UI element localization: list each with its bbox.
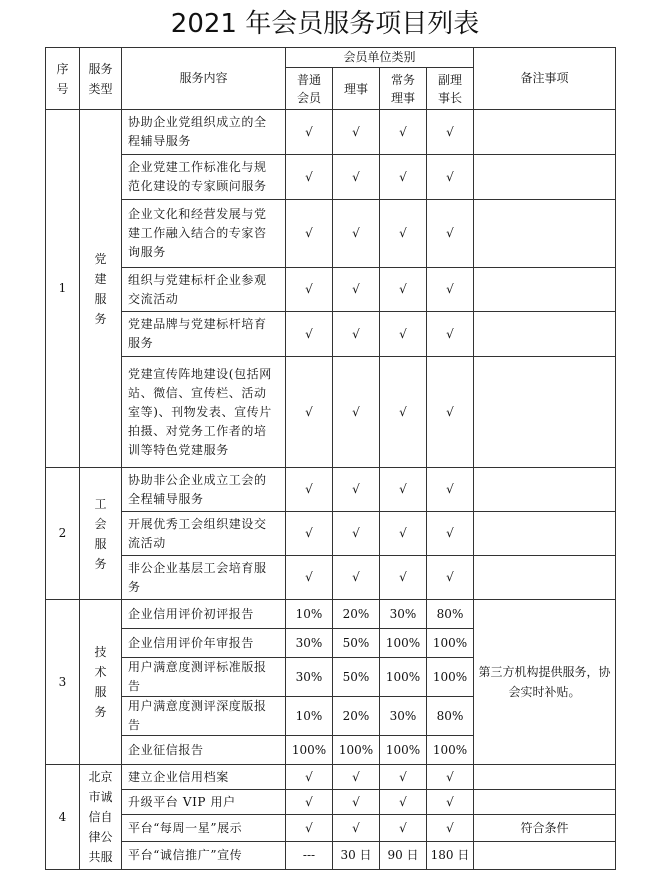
content-cell: 用户满意度测评标准版报告 — [122, 658, 286, 697]
value-cell: 80% — [427, 697, 474, 736]
value-cell: √ — [333, 790, 380, 815]
content-cell: 党建品牌与党建标杆培育服务 — [122, 312, 286, 357]
header-member-group: 会员单位类别 — [286, 48, 474, 68]
value-cell: √ — [427, 556, 474, 600]
value-cell: √ — [286, 268, 333, 312]
value-cell: √ — [380, 790, 427, 815]
value-cell: √ — [380, 815, 427, 842]
content-cell: 平台“每周一星”展示 — [122, 815, 286, 842]
value-cell: √ — [427, 312, 474, 357]
value-cell: 100% — [380, 629, 427, 658]
value-cell: √ — [333, 110, 380, 155]
value-cell: 100% — [427, 658, 474, 697]
value-cell: √ — [427, 357, 474, 468]
remark-cell — [474, 790, 616, 815]
value-cell: 180 日 — [427, 842, 474, 870]
value-cell: √ — [333, 556, 380, 600]
remark-cell — [474, 110, 616, 155]
value-cell: √ — [427, 155, 474, 200]
value-cell: √ — [286, 110, 333, 155]
value-cell: √ — [333, 155, 380, 200]
value-cell: √ — [380, 155, 427, 200]
content-cell: 企业党建工作标准化与规范化建设的专家顾问服务 — [122, 155, 286, 200]
content-cell: 企业文化和经营发展与党建工作融入结合的专家咨询服务 — [122, 200, 286, 268]
value-cell: √ — [286, 312, 333, 357]
remark-cell — [474, 842, 616, 870]
value-cell: 30% — [286, 658, 333, 697]
value-cell: 20% — [333, 600, 380, 629]
value-cell: √ — [286, 815, 333, 842]
value-cell: √ — [380, 556, 427, 600]
value-cell: 50% — [333, 629, 380, 658]
header-director: 理事 — [333, 68, 380, 110]
value-cell: √ — [333, 815, 380, 842]
service-type-cell: 技术服务 — [80, 600, 122, 765]
value-cell: √ — [333, 200, 380, 268]
value-cell: 100% — [427, 736, 474, 765]
value-cell: √ — [380, 200, 427, 268]
seq-cell: 4 — [46, 765, 80, 870]
value-cell: √ — [286, 200, 333, 268]
remark-cell — [474, 556, 616, 600]
header-standing: 常务理事 — [380, 68, 427, 110]
remark-cell — [474, 312, 616, 357]
content-cell: 开展优秀工会组织建设交流活动 — [122, 512, 286, 556]
value-cell: √ — [380, 468, 427, 512]
remark-cell — [474, 268, 616, 312]
value-cell: √ — [380, 110, 427, 155]
header-remarks: 备注事项 — [474, 48, 616, 110]
value-cell: 30 日 — [333, 842, 380, 870]
value-cell: √ — [333, 765, 380, 790]
value-cell: √ — [427, 512, 474, 556]
remark-cell — [474, 468, 616, 512]
value-cell: √ — [333, 357, 380, 468]
value-cell: √ — [427, 268, 474, 312]
value-cell: 30% — [380, 600, 427, 629]
value-cell: 100% — [380, 658, 427, 697]
value-cell: 100% — [333, 736, 380, 765]
value-cell: √ — [286, 357, 333, 468]
value-cell: 80% — [427, 600, 474, 629]
value-cell: 90 日 — [380, 842, 427, 870]
value-cell: √ — [380, 268, 427, 312]
content-cell: 组织与党建标杆企业参观交流活动 — [122, 268, 286, 312]
content-cell: 平台“诚信推广”宣传 — [122, 842, 286, 870]
value-cell: √ — [427, 765, 474, 790]
value-cell: √ — [380, 512, 427, 556]
content-cell: 企业信用评价年审报告 — [122, 629, 286, 658]
header-ordinary: 普通会员 — [286, 68, 333, 110]
header-vice: 副理事长 — [427, 68, 474, 110]
value-cell: 100% — [427, 629, 474, 658]
value-cell: 10% — [286, 697, 333, 736]
value-cell: 30% — [380, 697, 427, 736]
content-cell: 建立企业信用档案 — [122, 765, 286, 790]
remark-cell: 符合条件 — [474, 815, 616, 842]
remark-cell — [474, 200, 616, 268]
value-cell: √ — [427, 790, 474, 815]
value-cell: 50% — [333, 658, 380, 697]
value-cell: √ — [286, 155, 333, 200]
value-cell: 10% — [286, 600, 333, 629]
header-service-type: 服务类型 — [80, 48, 122, 110]
seq-cell: 3 — [46, 600, 80, 765]
service-type-cell: 工会服务 — [80, 468, 122, 600]
value-cell: √ — [333, 312, 380, 357]
value-cell: √ — [286, 790, 333, 815]
service-table — [45, 47, 616, 870]
content-cell: 用户满意度测评深度版报告 — [122, 697, 286, 736]
header-seq: 序号 — [46, 48, 80, 110]
value-cell: 20% — [333, 697, 380, 736]
value-cell: √ — [286, 556, 333, 600]
content-cell: 党建宣传阵地建设(包括网站、微信、宣传栏、活动室等)、刊物发表、宣传片拍摄、对党务工作者的培训等特色党建服务 — [122, 357, 286, 468]
content-cell: 企业信用评价初评报告 — [122, 600, 286, 629]
content-cell: 非公企业基层工会培育服务 — [122, 556, 286, 600]
page-title: 2021 年会员服务项目列表 — [170, 9, 480, 39]
remark-cell — [474, 512, 616, 556]
value-cell: --- — [286, 842, 333, 870]
remark-cell — [474, 155, 616, 200]
content-cell: 协助非公企业成立工会的全程辅导服务 — [122, 468, 286, 512]
value-cell: √ — [333, 468, 380, 512]
value-cell: √ — [380, 765, 427, 790]
content-cell: 协助企业党组织成立的全程辅导服务 — [122, 110, 286, 155]
value-cell: √ — [380, 357, 427, 468]
header-content: 服务内容 — [122, 48, 286, 110]
value-cell: √ — [427, 200, 474, 268]
value-cell: √ — [286, 765, 333, 790]
value-cell: 100% — [286, 736, 333, 765]
service-type-cell: 党建服务 — [80, 110, 122, 468]
value-cell: √ — [333, 512, 380, 556]
content-cell: 升级平台 VIP 用户 — [122, 790, 286, 815]
remark-cell: 第三方机构提供服务，协会实时补贴。 — [474, 600, 616, 765]
value-cell: √ — [427, 468, 474, 512]
value-cell: 100% — [380, 736, 427, 765]
value-cell: √ — [380, 312, 427, 357]
service-type-cell: 北京市诚信自律公共服 — [80, 765, 122, 870]
value-cell: 30% — [286, 629, 333, 658]
content-cell: 企业征信报告 — [122, 736, 286, 765]
seq-cell: 1 — [46, 110, 80, 468]
seq-cell: 2 — [46, 468, 80, 600]
value-cell: √ — [427, 110, 474, 155]
value-cell: √ — [286, 512, 333, 556]
value-cell: √ — [286, 468, 333, 512]
remark-cell — [474, 357, 616, 468]
remark-cell — [474, 765, 616, 790]
value-cell: √ — [333, 268, 380, 312]
value-cell: √ — [427, 815, 474, 842]
